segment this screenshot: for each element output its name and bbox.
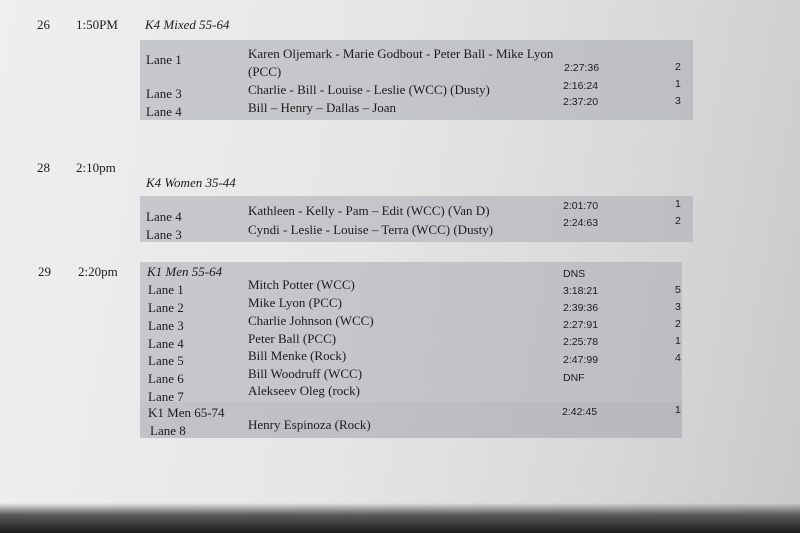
finish-time: 2:16:24 bbox=[563, 80, 599, 92]
finish-time: 2:42:45 bbox=[562, 406, 598, 418]
finish-place: 3 bbox=[675, 95, 681, 107]
athlete-name: Charlie Johnson (WCC) bbox=[248, 313, 374, 328]
photo-shadow-edge bbox=[0, 503, 800, 533]
athlete-name: Mike Lyon (PCC) bbox=[248, 295, 342, 310]
event-number: 26 bbox=[37, 17, 50, 32]
athlete-name: Henry Espinoza (Rock) bbox=[248, 417, 371, 432]
lane-label: Lane 4 bbox=[146, 104, 182, 119]
lane-label: Lane 6 bbox=[148, 371, 184, 386]
finish-place: 2 bbox=[675, 215, 681, 227]
finish-time: 3:18:21 bbox=[563, 285, 599, 297]
finish-place: 3 bbox=[675, 301, 681, 313]
athlete-name: Mitch Potter (WCC) bbox=[248, 277, 355, 292]
table-band-event-29 bbox=[140, 262, 682, 402]
athlete-name: Peter Ball (PCC) bbox=[248, 331, 337, 346]
lane-label: Lane 1 bbox=[146, 52, 182, 67]
finish-time: 2:27:91 bbox=[563, 319, 599, 331]
lane-label: Lane 1 bbox=[148, 282, 184, 297]
athlete-name: Bill Woodruff (WCC) bbox=[248, 366, 363, 381]
lane-label: Lane 4 bbox=[148, 336, 184, 351]
event-time: 1:50PM bbox=[76, 17, 118, 32]
athlete-name: Bill Menke (Rock) bbox=[248, 348, 347, 363]
finish-time: DNS bbox=[563, 268, 586, 280]
event-number: 28 bbox=[37, 160, 50, 175]
event-category: K4 Women 35-44 bbox=[146, 175, 236, 190]
lane-label: Lane 3 bbox=[146, 227, 182, 242]
finish-time: 2:01:70 bbox=[563, 200, 599, 212]
crew-names: Karen Oljemark - Marie Godbout - Peter Ball - Mike Lyon bbox=[248, 46, 554, 61]
lane-label: Lane 5 bbox=[148, 353, 184, 368]
finish-time: 2:47:99 bbox=[563, 354, 599, 366]
crew-names: (PCC) bbox=[248, 64, 282, 79]
finish-time: 2:25:78 bbox=[563, 336, 599, 348]
finish-place: 4 bbox=[675, 352, 681, 364]
event-time: 2:10pm bbox=[76, 160, 116, 175]
lane-label: Lane 3 bbox=[146, 86, 182, 101]
finish-place: 1 bbox=[675, 198, 681, 210]
lane-label: Lane 4 bbox=[146, 209, 182, 224]
finish-place: 1 bbox=[675, 335, 681, 347]
finish-place: 1 bbox=[675, 78, 681, 90]
event-time: 2:20pm bbox=[78, 264, 118, 279]
sub-category: K1 Men 65-74 bbox=[148, 405, 225, 420]
finish-time: 2:37:20 bbox=[563, 96, 599, 108]
finish-place: 2 bbox=[675, 61, 681, 73]
crew-names: Bill – Henry – Dallas – Joan bbox=[248, 100, 397, 115]
lane-label: Lane 2 bbox=[148, 300, 184, 315]
athlete-name: Alekseev Oleg (rock) bbox=[248, 383, 360, 398]
crew-names: Charlie - Bill - Louise - Leslie (WCC) (Dusty) bbox=[248, 82, 490, 97]
crew-names: Kathleen - Kelly - Pam – Edit (WCC) (Van D) bbox=[248, 203, 490, 218]
finish-place: 5 bbox=[675, 284, 681, 296]
finish-time: 2:39:36 bbox=[563, 302, 599, 314]
finish-time: DNF bbox=[563, 372, 585, 384]
event-category: K4 Mixed 55-64 bbox=[145, 17, 230, 32]
finish-time: 2:24:63 bbox=[563, 217, 599, 229]
lane-label: Lane 3 bbox=[148, 318, 184, 333]
lane-label: Lane 8 bbox=[150, 423, 186, 438]
event-category: K1 Men 55-64 bbox=[147, 264, 223, 279]
finish-place: 2 bbox=[675, 318, 681, 330]
event-number: 29 bbox=[38, 264, 51, 279]
finish-place: 1 bbox=[675, 404, 681, 416]
finish-time: 2:27:36 bbox=[564, 62, 600, 74]
crew-names: Cyndi - Leslie - Louise – Terra (WCC) (Dusty) bbox=[248, 222, 494, 237]
lane-label: Lane 7 bbox=[148, 389, 184, 404]
